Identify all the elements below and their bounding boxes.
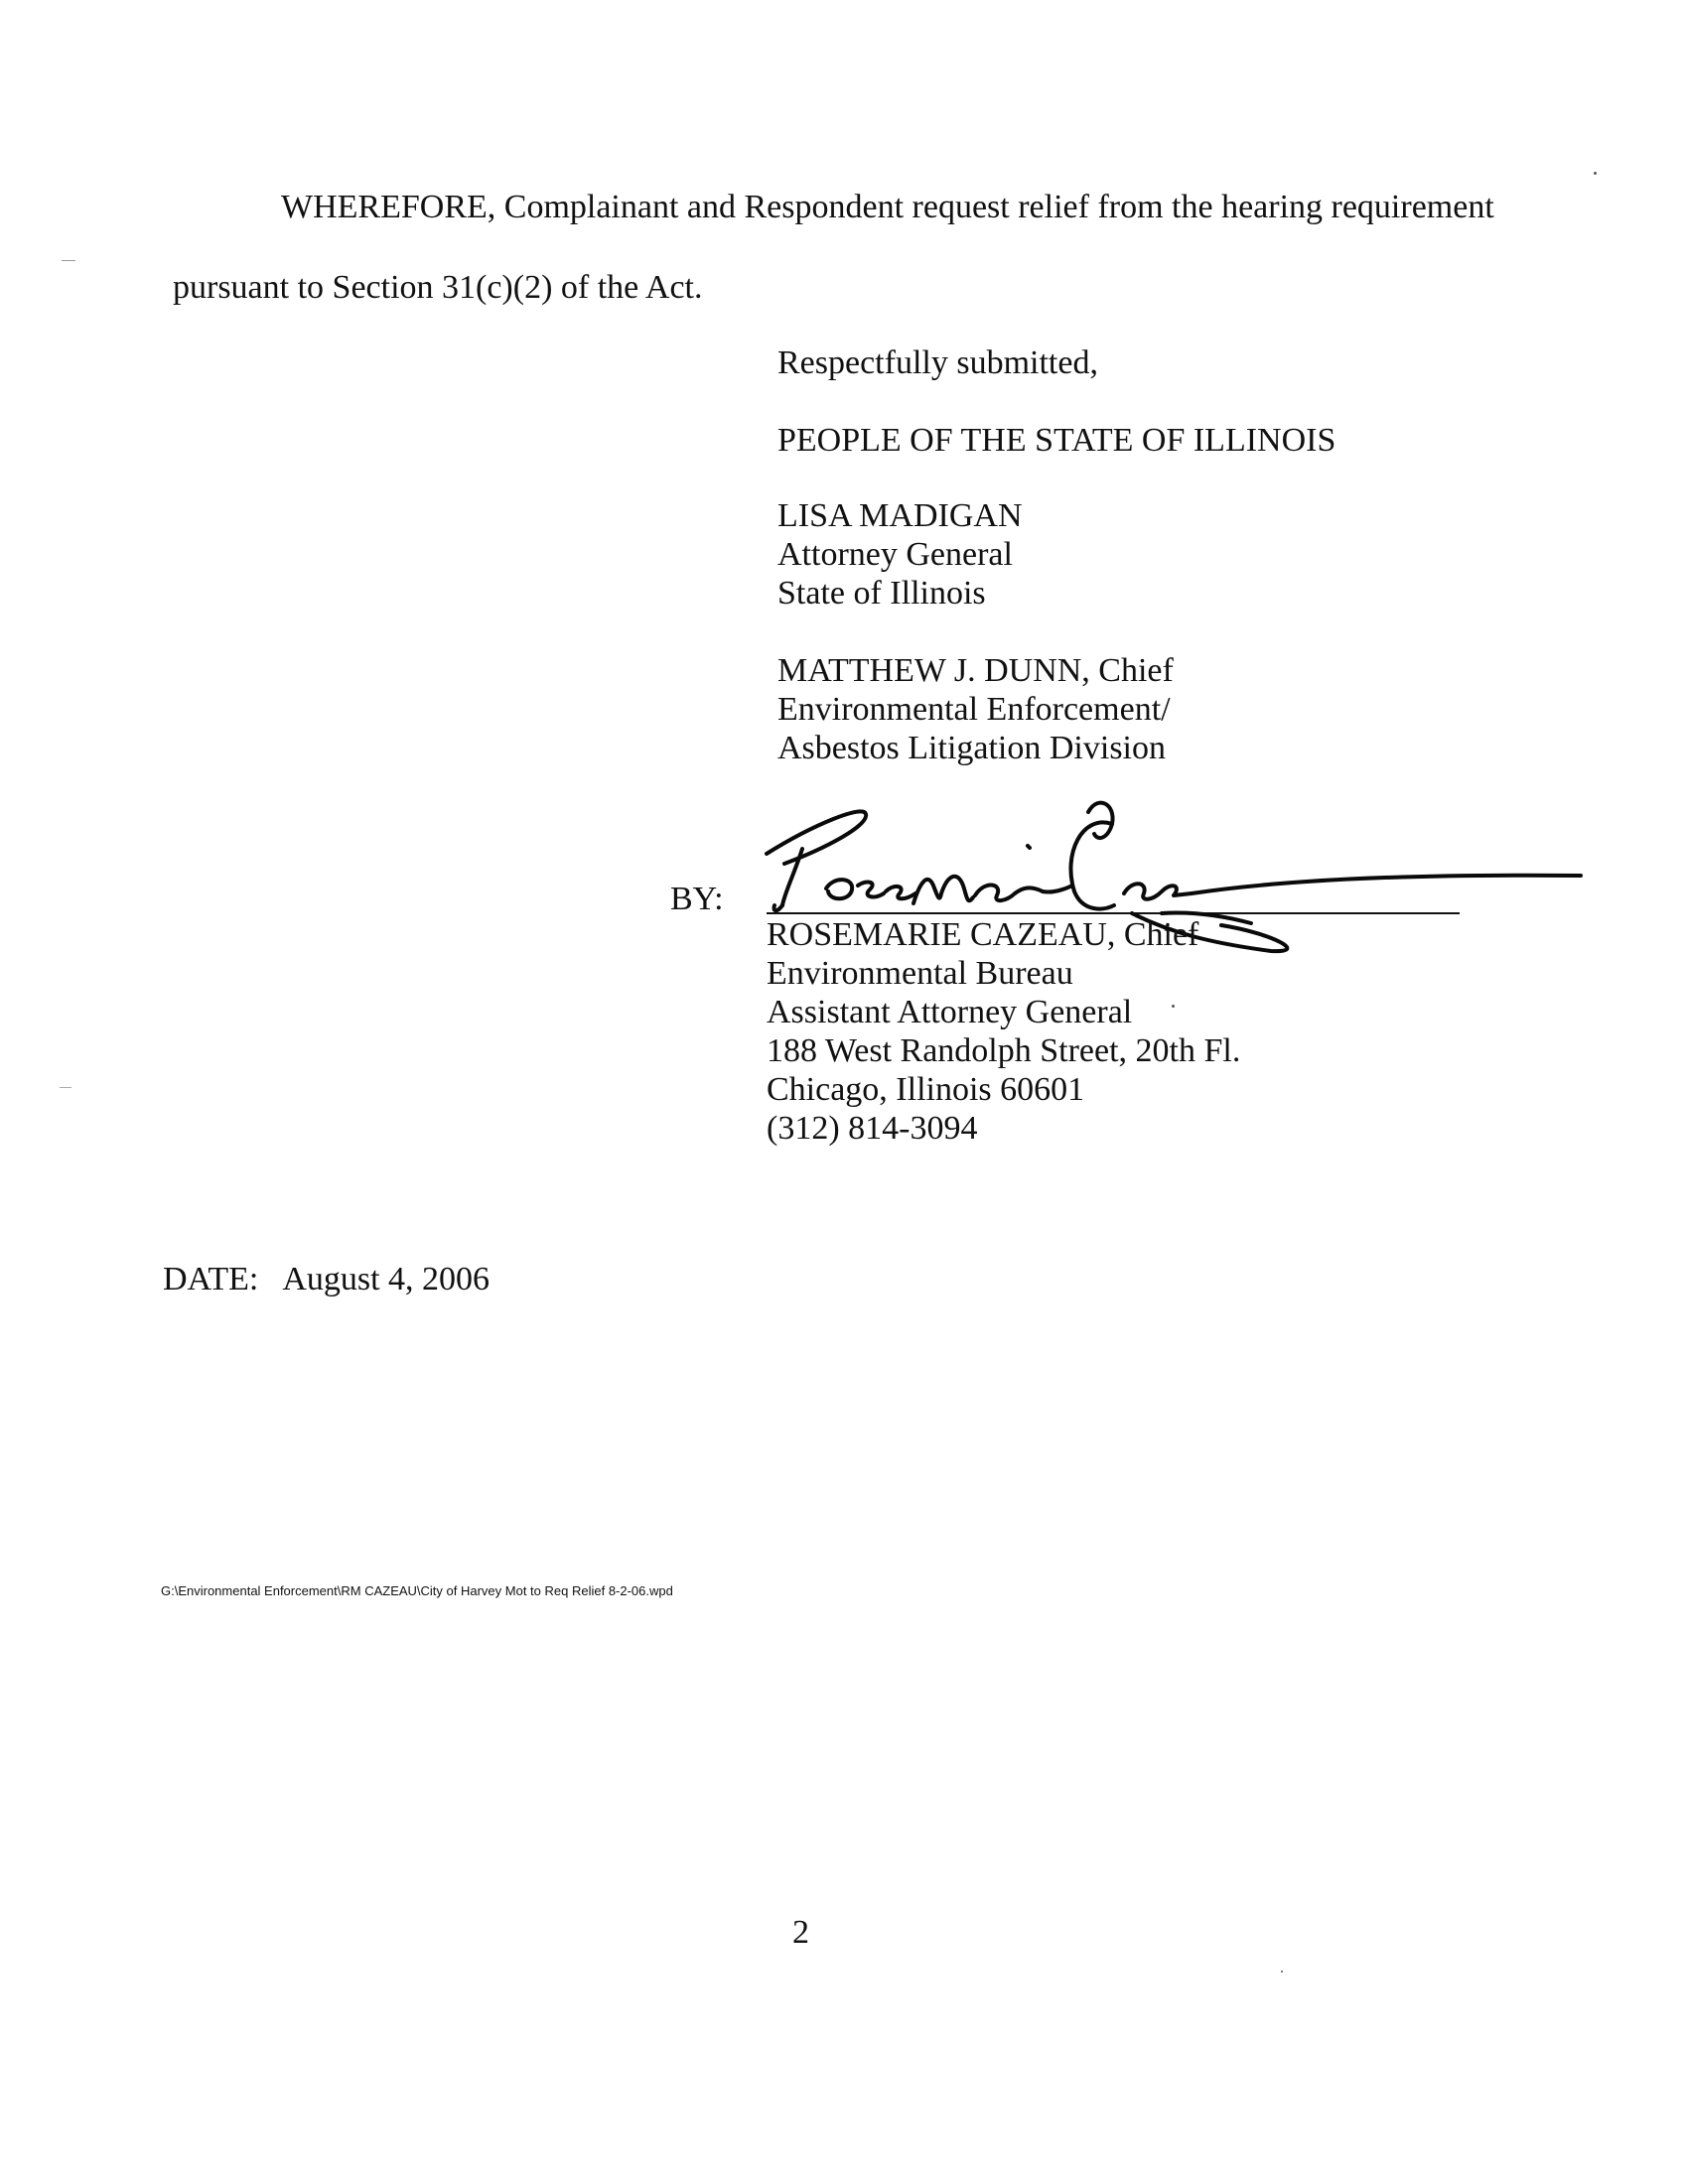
date-line [163, 1263, 490, 1297]
signer-city: Chicago, Illinois 60601 [767, 1071, 1085, 1108]
signer-block [767, 915, 1240, 1148]
closing: Respectfully submitted, [777, 344, 1098, 381]
chief-division-line-1: Environmental Enforcement/ [777, 691, 1171, 728]
file-path-footer: G:\Environmental Enforcement\RM CAZEAU\City of Harvey Mot to Req Relief 8-2-06.wpd [161, 1583, 673, 1598]
body-paragraph-line-2: pursuant to Section 31(c)(2) of the Act. [173, 269, 703, 306]
scan-speck [1594, 172, 1597, 175]
scan-speck [62, 260, 75, 261]
scan-speck [1281, 1971, 1283, 1973]
signer-phone: (312) 814-3094 [767, 1110, 978, 1147]
attorney-general-block [777, 496, 1023, 613]
page-number: 2 [792, 1914, 809, 1951]
chief-block [777, 651, 1174, 767]
signer-name: ROSEMARIE CAZEAU, Chief [767, 916, 1199, 953]
chief-division-line-2: Asbestos Litigation Division [777, 730, 1166, 766]
date-value: August 4, 2006 [282, 1261, 491, 1297]
signer-bureau: Environmental Bureau [767, 955, 1073, 992]
by-label: BY: [670, 881, 724, 917]
scan-speck [60, 1087, 71, 1088]
party-name: PEOPLE OF THE STATE OF ILLINOIS [777, 422, 1336, 459]
chief-name: MATTHEW J. DUNN, Chief [777, 652, 1174, 689]
body-paragraph-line-1: WHEREFORE, Complainant and Respondent request relief from the hearing requirement [281, 189, 1494, 225]
ag-state: State of Illinois [777, 575, 986, 612]
signer-title: Assistant Attorney General [767, 994, 1133, 1030]
ag-name: LISA MADIGAN [777, 497, 1023, 534]
ag-title: Attorney General [777, 536, 1013, 573]
signer-address: 188 West Randolph Street, 20th Fl. [767, 1032, 1241, 1069]
scan-speck [1172, 1005, 1175, 1008]
date-label: DATE: [163, 1261, 259, 1297]
